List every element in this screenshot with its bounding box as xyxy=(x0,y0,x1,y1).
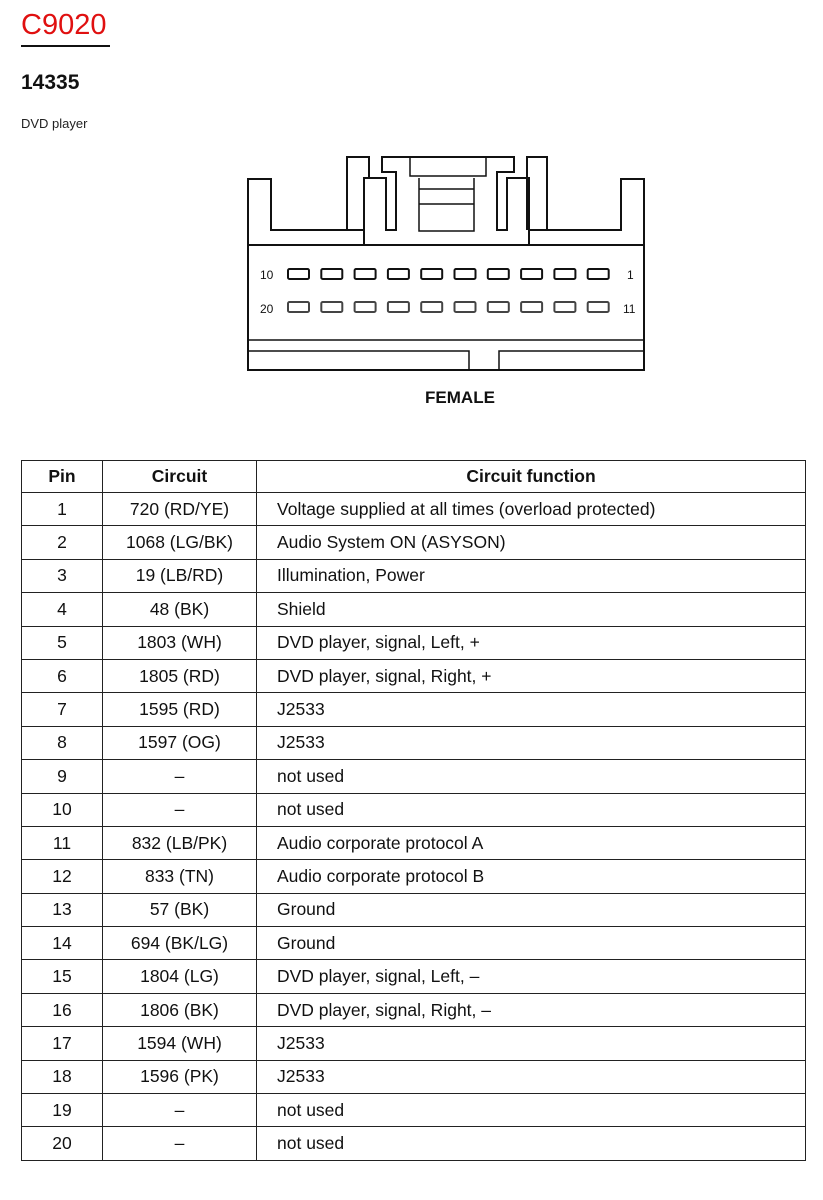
pin-cavity xyxy=(521,269,542,279)
cell-pin: 12 xyxy=(22,860,103,893)
cell-function: J2533 xyxy=(257,693,806,726)
cell-circuit: 833 (TN) xyxy=(103,860,257,893)
cell-pin: 4 xyxy=(22,593,103,626)
cell-pin: 3 xyxy=(22,559,103,592)
pin-cavity xyxy=(321,302,342,312)
cell-circuit: 1597 (OG) xyxy=(103,726,257,759)
table-row xyxy=(22,659,806,692)
table-row xyxy=(22,1094,806,1127)
cell-function: Illumination, Power xyxy=(257,559,806,592)
cell-pin: 6 xyxy=(22,659,103,692)
pin-cavity xyxy=(554,269,575,279)
gender-label: FEMALE xyxy=(425,388,495,407)
pin-cavity xyxy=(554,302,575,312)
cell-function: Ground xyxy=(257,927,806,960)
cell-function: J2533 xyxy=(257,726,806,759)
cell-pin: 18 xyxy=(22,1060,103,1093)
pin-cavity xyxy=(355,302,376,312)
table-row xyxy=(22,526,806,559)
pin-cavity xyxy=(421,269,442,279)
cell-circuit: 832 (LB/PK) xyxy=(103,826,257,859)
table-row xyxy=(22,726,806,759)
table-row xyxy=(22,826,806,859)
cell-pin: 2 xyxy=(22,526,103,559)
cell-function: not used xyxy=(257,793,806,826)
pin-cavity xyxy=(421,302,442,312)
pin-cavity xyxy=(588,269,609,279)
pin-cavity xyxy=(455,269,476,279)
cell-circuit: 1805 (RD) xyxy=(103,659,257,692)
pin-label-10: 10 xyxy=(260,268,274,282)
cell-function: J2533 xyxy=(257,1027,806,1060)
table-row xyxy=(22,860,806,893)
cell-function: DVD player, signal, Left, + xyxy=(257,626,806,659)
cell-function: not used xyxy=(257,1094,806,1127)
table-row xyxy=(22,760,806,793)
header-pin: Pin xyxy=(22,461,103,493)
cell-pin: 1 xyxy=(22,493,103,526)
cell-function: Ground xyxy=(257,893,806,926)
pin-cavity xyxy=(588,302,609,312)
pin-cavity xyxy=(388,302,409,312)
pin-cavity xyxy=(355,269,376,279)
pin-label-11: 11 xyxy=(623,302,636,316)
table-row xyxy=(22,1127,806,1160)
pin-cavity xyxy=(455,302,476,312)
pin-label-1: 1 xyxy=(627,268,634,282)
cell-function: Shield xyxy=(257,593,806,626)
cell-pin: 13 xyxy=(22,893,103,926)
part-number: 14335 xyxy=(21,71,80,94)
cell-function: Audio corporate protocol B xyxy=(257,860,806,893)
pin-cavity xyxy=(521,302,542,312)
cell-pin: 17 xyxy=(22,1027,103,1060)
pin-cavity xyxy=(488,269,509,279)
pin-cavity xyxy=(388,269,409,279)
cell-pin: 11 xyxy=(22,826,103,859)
cell-circuit: 57 (BK) xyxy=(103,893,257,926)
header-circuit-function: Circuit function xyxy=(257,461,806,493)
table-row xyxy=(22,960,806,993)
pin-cavity xyxy=(288,302,309,312)
cell-pin: 16 xyxy=(22,993,103,1026)
table-row xyxy=(22,593,806,626)
cell-circuit: – xyxy=(103,1094,257,1127)
cell-function: Audio corporate protocol A xyxy=(257,826,806,859)
pin-label-20: 20 xyxy=(260,302,274,316)
cell-pin: 5 xyxy=(22,626,103,659)
cell-pin: 9 xyxy=(22,760,103,793)
cell-circuit: 1595 (RD) xyxy=(103,693,257,726)
cell-pin: 19 xyxy=(22,1094,103,1127)
cell-circuit: 720 (RD/YE) xyxy=(103,493,257,526)
cell-circuit: – xyxy=(103,760,257,793)
header-circuit: Circuit xyxy=(103,461,257,493)
table-row xyxy=(22,1027,806,1060)
cell-function: not used xyxy=(257,760,806,793)
cell-circuit: 1596 (PK) xyxy=(103,1060,257,1093)
pin-cavity xyxy=(288,269,309,279)
table-row xyxy=(22,693,806,726)
cell-pin: 8 xyxy=(22,726,103,759)
cell-circuit: – xyxy=(103,793,257,826)
table-row xyxy=(22,1060,806,1093)
cell-function: DVD player, signal, Right, – xyxy=(257,993,806,1026)
pin-cavity xyxy=(321,269,342,279)
cell-circuit: 694 (BK/LG) xyxy=(103,927,257,960)
cell-circuit: 48 (BK) xyxy=(103,593,257,626)
table-header-row xyxy=(22,461,806,493)
table-row xyxy=(22,493,806,526)
table-row xyxy=(22,559,806,592)
pin-cavity xyxy=(488,302,509,312)
cell-circuit: 1068 (LG/BK) xyxy=(103,526,257,559)
connector-id: C9020 xyxy=(21,9,107,41)
cell-function: DVD player, signal, Right, + xyxy=(257,659,806,692)
cell-circuit: 1594 (WH) xyxy=(103,1027,257,1060)
table-row xyxy=(22,793,806,826)
cell-circuit: 1804 (LG) xyxy=(103,960,257,993)
cell-pin: 15 xyxy=(22,960,103,993)
cell-pin: 7 xyxy=(22,693,103,726)
connector-description: DVD player xyxy=(21,116,88,131)
cell-pin: 14 xyxy=(22,927,103,960)
cell-pin: 20 xyxy=(22,1127,103,1160)
cell-circuit: – xyxy=(103,1127,257,1160)
connector-diagram xyxy=(0,0,823,420)
cell-circuit: 1803 (WH) xyxy=(103,626,257,659)
cell-pin: 10 xyxy=(22,793,103,826)
cell-circuit: 1806 (BK) xyxy=(103,993,257,1026)
cell-circuit: 19 (LB/RD) xyxy=(103,559,257,592)
table-row xyxy=(22,893,806,926)
cell-function: Audio System ON (ASYSON) xyxy=(257,526,806,559)
cell-function: J2533 xyxy=(257,1060,806,1093)
table-row xyxy=(22,626,806,659)
cell-function: DVD player, signal, Left, – xyxy=(257,960,806,993)
table-row xyxy=(22,927,806,960)
cell-function: Voltage supplied at all times (overload protected) xyxy=(257,493,806,526)
cell-function: not used xyxy=(257,1127,806,1160)
table-row xyxy=(22,993,806,1026)
pinout-table xyxy=(21,460,806,1161)
